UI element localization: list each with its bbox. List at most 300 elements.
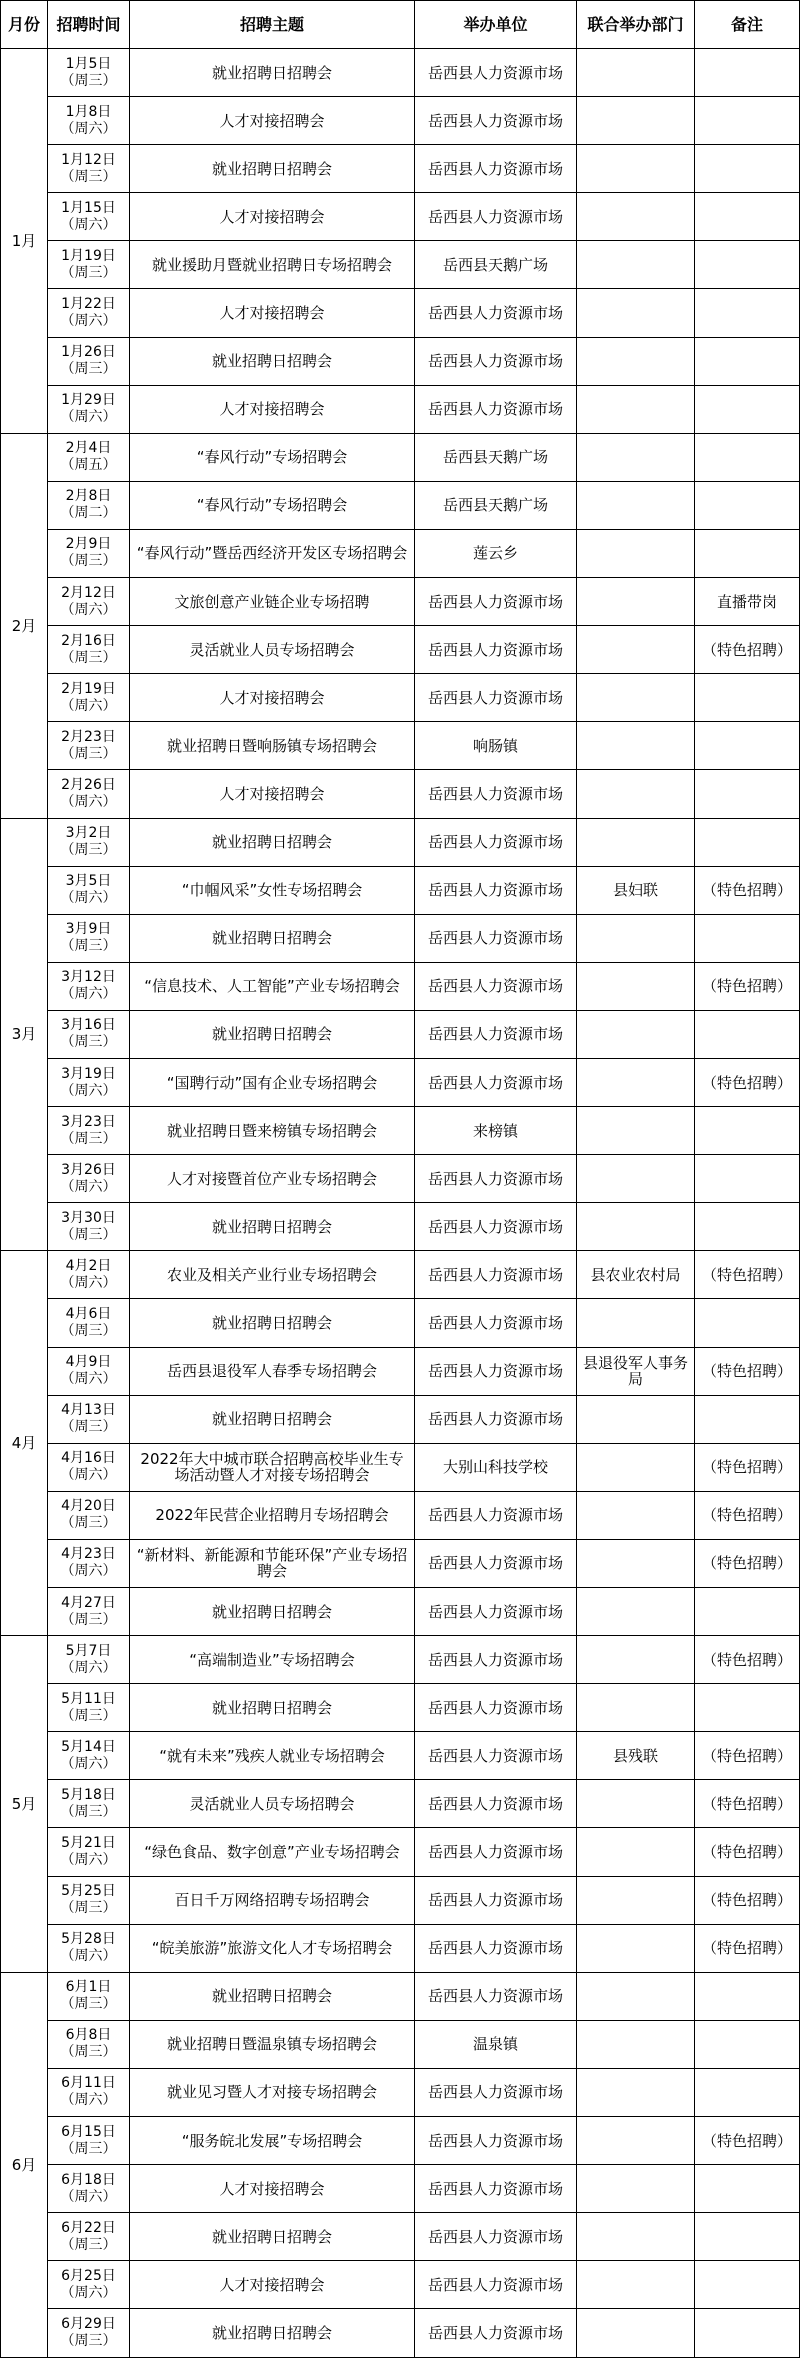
joint-cell: 县妇联 bbox=[577, 866, 695, 914]
host-cell: 响肠镇 bbox=[415, 722, 577, 770]
table-row bbox=[1, 1732, 800, 1780]
joint-cell bbox=[577, 289, 695, 337]
joint-cell bbox=[577, 433, 695, 481]
note-cell: （特色招聘） bbox=[695, 1876, 800, 1924]
weekday-text: （周三） bbox=[60, 1611, 117, 1628]
time-cell bbox=[48, 1299, 130, 1347]
table-row bbox=[1, 1588, 800, 1636]
host-cell: 岳西县人力资源市场 bbox=[415, 1539, 577, 1587]
weekday-text: （周六） bbox=[60, 1178, 117, 1195]
weekday-text: （周六） bbox=[60, 409, 117, 426]
topic-cell: 灵活就业人员专场招聘会 bbox=[130, 1780, 415, 1828]
time-cell bbox=[48, 49, 130, 97]
table-row bbox=[1, 2261, 800, 2309]
joint-cell: 县农业农村局 bbox=[577, 1251, 695, 1299]
note-cell bbox=[695, 481, 800, 529]
table-row bbox=[1, 481, 800, 529]
weekday-text: （周三） bbox=[60, 842, 117, 859]
host-cell: 岳西县人力资源市场 bbox=[415, 1155, 577, 1203]
joint-cell bbox=[577, 1443, 695, 1491]
date-text: 6月18日 bbox=[61, 2171, 116, 2188]
host-cell: 岳西县人力资源市场 bbox=[415, 770, 577, 818]
header-time: 招聘时间 bbox=[48, 1, 130, 49]
weekday-text: （周三） bbox=[60, 1322, 117, 1339]
header-topic: 招聘主题 bbox=[130, 1, 415, 49]
note-cell bbox=[695, 1107, 800, 1155]
weekday-text: （周三） bbox=[60, 745, 117, 762]
topic-cell: “绿色食品、数字创意”产业专场招聘会 bbox=[130, 1828, 415, 1876]
topic-cell: “高端制造业”专场招聘会 bbox=[130, 1636, 415, 1684]
note-cell: （特色招聘） bbox=[695, 1828, 800, 1876]
table-row bbox=[1, 1395, 800, 1443]
date-text: 5月14日 bbox=[61, 1738, 116, 1755]
time-cell bbox=[48, 1539, 130, 1587]
note-cell bbox=[695, 1203, 800, 1251]
time-cell bbox=[48, 385, 130, 433]
month-cell: 6月 bbox=[1, 1972, 48, 2357]
joint-cell bbox=[577, 1203, 695, 1251]
weekday-text: （周六） bbox=[60, 890, 117, 907]
table-row bbox=[1, 97, 800, 145]
date-text: 3月2日 bbox=[65, 825, 112, 842]
weekday-text: （周三） bbox=[60, 1419, 117, 1436]
time-cell bbox=[48, 193, 130, 241]
time-cell bbox=[48, 674, 130, 722]
host-cell: 岳西县人力资源市场 bbox=[415, 1684, 577, 1732]
date-text: 1月12日 bbox=[61, 151, 116, 168]
host-cell: 岳西县人力资源市场 bbox=[415, 914, 577, 962]
table-row bbox=[1, 1972, 800, 2020]
date-text: 6月15日 bbox=[61, 2123, 116, 2140]
host-cell: 岳西县人力资源市场 bbox=[415, 1058, 577, 1106]
date-text: 4月6日 bbox=[65, 1305, 112, 1322]
date-text: 5月28日 bbox=[61, 1931, 116, 1948]
date-text: 1月22日 bbox=[61, 296, 116, 313]
host-cell: 岳西县天鹅广场 bbox=[415, 241, 577, 289]
weekday-text: （周三） bbox=[60, 2236, 117, 2253]
weekday-text: （周三） bbox=[60, 264, 117, 281]
table-row bbox=[1, 193, 800, 241]
host-cell: 岳西县人力资源市场 bbox=[415, 385, 577, 433]
date-text: 2月19日 bbox=[61, 680, 116, 697]
header-joint: 联合举办部门 bbox=[577, 1, 695, 49]
date-text: 6月29日 bbox=[61, 2315, 116, 2332]
joint-cell bbox=[577, 578, 695, 626]
topic-cell: 就业援助月暨就业招聘日专场招聘会 bbox=[130, 241, 415, 289]
joint-cell bbox=[577, 626, 695, 674]
joint-cell: 县退役军人事务局 bbox=[577, 1347, 695, 1395]
host-cell: 岳西县人力资源市场 bbox=[415, 1636, 577, 1684]
note-cell bbox=[695, 722, 800, 770]
note-cell bbox=[695, 337, 800, 385]
joint-cell bbox=[577, 193, 695, 241]
topic-cell: 就业招聘日招聘会 bbox=[130, 49, 415, 97]
weekday-text: （周三） bbox=[60, 553, 117, 570]
table-row bbox=[1, 1780, 800, 1828]
time-cell bbox=[48, 481, 130, 529]
note-cell: （特色招聘） bbox=[695, 1924, 800, 1972]
weekday-text: （周六） bbox=[60, 2092, 117, 2109]
table-row bbox=[1, 145, 800, 193]
time-cell bbox=[48, 529, 130, 577]
date-text: 3月30日 bbox=[61, 1209, 116, 1226]
time-cell bbox=[48, 1395, 130, 1443]
topic-cell: 就业招聘日招聘会 bbox=[130, 914, 415, 962]
date-text: 1月19日 bbox=[61, 247, 116, 264]
weekday-text: （周六） bbox=[60, 1467, 117, 1484]
joint-cell bbox=[577, 2213, 695, 2261]
note-cell bbox=[695, 1395, 800, 1443]
table-row bbox=[1, 1876, 800, 1924]
date-text: 6月11日 bbox=[61, 2075, 116, 2092]
host-cell: 岳西县人力资源市场 bbox=[415, 626, 577, 674]
note-cell bbox=[695, 1155, 800, 1203]
weekday-text: （周六） bbox=[60, 1659, 117, 1676]
joint-cell bbox=[577, 1684, 695, 1732]
table-row bbox=[1, 1010, 800, 1058]
time-cell bbox=[48, 97, 130, 145]
topic-cell: 就业招聘日招聘会 bbox=[130, 145, 415, 193]
time-cell bbox=[48, 962, 130, 1010]
joint-cell bbox=[577, 2117, 695, 2165]
topic-cell: 人才对接招聘会 bbox=[130, 193, 415, 241]
host-cell: 岳西县人力资源市场 bbox=[415, 866, 577, 914]
table-row bbox=[1, 914, 800, 962]
joint-cell bbox=[577, 241, 695, 289]
topic-cell: 就业招聘日招聘会 bbox=[130, 2213, 415, 2261]
header-month: 月份 bbox=[1, 1, 48, 49]
table-row bbox=[1, 1107, 800, 1155]
topic-cell: 文旅创意产业链企业专场招聘 bbox=[130, 578, 415, 626]
time-cell bbox=[48, 1443, 130, 1491]
weekday-text: （周三） bbox=[60, 1900, 117, 1917]
note-cell: （特色招聘） bbox=[695, 1347, 800, 1395]
note-cell bbox=[695, 241, 800, 289]
joint-cell bbox=[577, 1155, 695, 1203]
joint-cell bbox=[577, 2261, 695, 2309]
joint-cell bbox=[577, 145, 695, 193]
time-cell bbox=[48, 1636, 130, 1684]
note-cell bbox=[695, 49, 800, 97]
date-text: 1月5日 bbox=[65, 55, 112, 72]
topic-cell: 人才对接招聘会 bbox=[130, 674, 415, 722]
note-cell bbox=[695, 1299, 800, 1347]
time-cell bbox=[48, 1780, 130, 1828]
joint-cell bbox=[577, 818, 695, 866]
topic-cell: 人才对接暨首位产业专场招聘会 bbox=[130, 1155, 415, 1203]
note-cell bbox=[695, 2068, 800, 2116]
time-cell bbox=[48, 1732, 130, 1780]
time-cell bbox=[48, 1684, 130, 1732]
topic-cell: “信息技术、人工智能”产业专场招聘会 bbox=[130, 962, 415, 1010]
date-text: 3月26日 bbox=[61, 1161, 116, 1178]
host-cell: 岳西县人力资源市场 bbox=[415, 1588, 577, 1636]
note-cell: （特色招聘） bbox=[695, 1636, 800, 1684]
date-text: 2月26日 bbox=[61, 776, 116, 793]
date-text: 4月27日 bbox=[61, 1594, 116, 1611]
joint-cell bbox=[577, 1972, 695, 2020]
joint-cell bbox=[577, 1107, 695, 1155]
joint-cell bbox=[577, 1876, 695, 1924]
note-cell: （特色招聘） bbox=[695, 1443, 800, 1491]
time-cell bbox=[48, 1347, 130, 1395]
date-text: 4月16日 bbox=[61, 1450, 116, 1467]
table-row bbox=[1, 818, 800, 866]
topic-cell: 就业招聘日招聘会 bbox=[130, 1203, 415, 1251]
topic-cell: “春风行动”专场招聘会 bbox=[130, 433, 415, 481]
date-text: 2月4日 bbox=[65, 440, 112, 457]
weekday-text: （周六） bbox=[60, 1082, 117, 1099]
table-row bbox=[1, 241, 800, 289]
weekday-text: （周六） bbox=[60, 216, 117, 233]
note-cell: （特色招聘） bbox=[695, 962, 800, 1010]
time-cell bbox=[48, 1203, 130, 1251]
joint-cell bbox=[577, 1395, 695, 1443]
date-text: 4月20日 bbox=[61, 1498, 116, 1515]
joint-cell bbox=[577, 674, 695, 722]
host-cell: 岳西县人力资源市场 bbox=[415, 1010, 577, 1058]
note-cell: （特色招聘） bbox=[695, 1491, 800, 1539]
topic-cell: 就业招聘日暨响肠镇专场招聘会 bbox=[130, 722, 415, 770]
host-cell: 岳西县天鹅广场 bbox=[415, 481, 577, 529]
weekday-text: （周三） bbox=[60, 2332, 117, 2349]
date-text: 6月25日 bbox=[61, 2267, 116, 2284]
host-cell: 温泉镇 bbox=[415, 2020, 577, 2068]
topic-cell: 人才对接招聘会 bbox=[130, 2261, 415, 2309]
date-text: 3月5日 bbox=[65, 873, 112, 890]
time-cell bbox=[48, 1010, 130, 1058]
time-cell bbox=[48, 1588, 130, 1636]
time-cell bbox=[48, 241, 130, 289]
topic-cell: “服务皖北发展”专场招聘会 bbox=[130, 2117, 415, 2165]
table-row bbox=[1, 1058, 800, 1106]
host-cell: 岳西县人力资源市场 bbox=[415, 1299, 577, 1347]
joint-cell bbox=[577, 1539, 695, 1587]
weekday-text: （周三） bbox=[60, 2044, 117, 2061]
table-header bbox=[1, 1, 800, 49]
note-cell bbox=[695, 2020, 800, 2068]
table-row bbox=[1, 1491, 800, 1539]
table-row bbox=[1, 1636, 800, 1684]
table-row bbox=[1, 337, 800, 385]
topic-cell: 灵活就业人员专场招聘会 bbox=[130, 626, 415, 674]
date-text: 6月1日 bbox=[65, 1979, 112, 1996]
time-cell bbox=[48, 1058, 130, 1106]
month-cell: 1月 bbox=[1, 49, 48, 434]
table-row bbox=[1, 578, 800, 626]
time-cell bbox=[48, 433, 130, 481]
time-cell bbox=[48, 578, 130, 626]
date-text: 2月12日 bbox=[61, 584, 116, 601]
topic-cell: 百日千万网络招聘专场招聘会 bbox=[130, 1876, 415, 1924]
date-text: 1月8日 bbox=[65, 103, 112, 120]
joint-cell bbox=[577, 481, 695, 529]
joint-cell bbox=[577, 49, 695, 97]
time-cell bbox=[48, 145, 130, 193]
joint-cell bbox=[577, 1636, 695, 1684]
note-cell: （特色招聘） bbox=[695, 626, 800, 674]
date-text: 6月8日 bbox=[65, 2027, 112, 2044]
date-text: 2月8日 bbox=[65, 488, 112, 505]
table-row bbox=[1, 1828, 800, 1876]
table-row bbox=[1, 1539, 800, 1587]
topic-cell: “国聘行动”国有企业专场招聘会 bbox=[130, 1058, 415, 1106]
joint-cell bbox=[577, 1828, 695, 1876]
weekday-text: （周六） bbox=[60, 1563, 117, 1580]
host-cell: 岳西县人力资源市场 bbox=[415, 1876, 577, 1924]
weekday-text: （周六） bbox=[60, 1274, 117, 1291]
table-row bbox=[1, 529, 800, 577]
host-cell: 岳西县人力资源市场 bbox=[415, 1347, 577, 1395]
note-cell bbox=[695, 193, 800, 241]
time-cell bbox=[48, 1107, 130, 1155]
weekday-text: （周六） bbox=[60, 1852, 117, 1869]
topic-cell: 就业招聘日招聘会 bbox=[130, 1684, 415, 1732]
date-text: 1月29日 bbox=[61, 392, 116, 409]
date-text: 3月12日 bbox=[61, 969, 116, 986]
joint-cell bbox=[577, 722, 695, 770]
table-row bbox=[1, 2213, 800, 2261]
joint-cell bbox=[577, 337, 695, 385]
table-row bbox=[1, 626, 800, 674]
weekday-text: （周六） bbox=[60, 2284, 117, 2301]
time-cell bbox=[48, 337, 130, 385]
weekday-text: （周三） bbox=[60, 361, 117, 378]
note-cell: （特色招聘） bbox=[695, 1251, 800, 1299]
note-cell: （特色招聘） bbox=[695, 2117, 800, 2165]
note-cell bbox=[695, 1588, 800, 1636]
date-text: 1月26日 bbox=[61, 344, 116, 361]
table-row bbox=[1, 289, 800, 337]
host-cell: 大别山科技学校 bbox=[415, 1443, 577, 1491]
table-row bbox=[1, 2309, 800, 2357]
date-text: 3月16日 bbox=[61, 1017, 116, 1034]
joint-cell bbox=[577, 1010, 695, 1058]
weekday-text: （周六） bbox=[60, 1948, 117, 1965]
topic-cell: “新材料、新能源和节能环保”产业专场招聘会 bbox=[130, 1539, 415, 1587]
topic-cell: 就业招聘日暨来榜镇专场招聘会 bbox=[130, 1107, 415, 1155]
table-row bbox=[1, 1251, 800, 1299]
topic-cell: 就业招聘日暨温泉镇专场招聘会 bbox=[130, 2020, 415, 2068]
table-row bbox=[1, 1924, 800, 1972]
table-row bbox=[1, 385, 800, 433]
weekday-text: （周三） bbox=[60, 1515, 117, 1532]
time-cell bbox=[48, 289, 130, 337]
topic-cell: “巾帼风采”女性专场招聘会 bbox=[130, 866, 415, 914]
table-row bbox=[1, 49, 800, 97]
note-cell bbox=[695, 1010, 800, 1058]
header-note: 备注 bbox=[695, 1, 800, 49]
topic-cell: 就业招聘日招聘会 bbox=[130, 1010, 415, 1058]
topic-cell: 就业招聘日招聘会 bbox=[130, 818, 415, 866]
host-cell: 岳西县人力资源市场 bbox=[415, 1828, 577, 1876]
time-cell bbox=[48, 2309, 130, 2357]
host-cell: 岳西县人力资源市场 bbox=[415, 1491, 577, 1539]
weekday-text: （周三） bbox=[60, 2140, 117, 2157]
table-row bbox=[1, 2068, 800, 2116]
host-cell: 岳西县人力资源市场 bbox=[415, 2165, 577, 2213]
date-text: 3月23日 bbox=[61, 1113, 116, 1130]
host-cell: 岳西县人力资源市场 bbox=[415, 1780, 577, 1828]
host-cell: 岳西县人力资源市场 bbox=[415, 674, 577, 722]
host-cell: 岳西县人力资源市场 bbox=[415, 1972, 577, 2020]
time-cell bbox=[48, 1155, 130, 1203]
host-cell: 岳西县人力资源市场 bbox=[415, 818, 577, 866]
weekday-text: （周三） bbox=[60, 1130, 117, 1147]
joint-cell bbox=[577, 962, 695, 1010]
topic-cell: 就业招聘日招聘会 bbox=[130, 337, 415, 385]
topic-cell: 岳西县退役军人春季专场招聘会 bbox=[130, 1347, 415, 1395]
note-cell bbox=[695, 385, 800, 433]
weekday-text: （周三） bbox=[60, 1034, 117, 1051]
date-text: 5月7日 bbox=[65, 1642, 112, 1659]
note-cell bbox=[695, 289, 800, 337]
weekday-text: （周三） bbox=[60, 1226, 117, 1243]
date-text: 3月9日 bbox=[65, 921, 112, 938]
header-host: 举办单位 bbox=[415, 1, 577, 49]
joint-cell bbox=[577, 529, 695, 577]
table-row bbox=[1, 1443, 800, 1491]
date-text: 4月13日 bbox=[61, 1402, 116, 1419]
topic-cell: 2022年民营企业招聘月专场招聘会 bbox=[130, 1491, 415, 1539]
host-cell: 岳西县人力资源市场 bbox=[415, 578, 577, 626]
host-cell: 岳西县人力资源市场 bbox=[415, 1732, 577, 1780]
weekday-text: （周六） bbox=[60, 793, 117, 810]
joint-cell bbox=[577, 2165, 695, 2213]
note-cell bbox=[695, 1972, 800, 2020]
topic-cell: 人才对接招聘会 bbox=[130, 770, 415, 818]
note-cell: （特色招聘） bbox=[695, 1539, 800, 1587]
time-cell bbox=[48, 2117, 130, 2165]
joint-cell bbox=[577, 770, 695, 818]
weekday-text: （周六） bbox=[60, 120, 117, 137]
topic-cell: 就业招聘日招聘会 bbox=[130, 1299, 415, 1347]
weekday-text: （周六） bbox=[60, 986, 117, 1003]
note-cell bbox=[695, 145, 800, 193]
time-cell bbox=[48, 1251, 130, 1299]
host-cell: 岳西县人力资源市场 bbox=[415, 97, 577, 145]
topic-cell: 农业及相关产业行业专场招聘会 bbox=[130, 1251, 415, 1299]
date-text: 2月16日 bbox=[61, 632, 116, 649]
topic-cell: 就业招聘日招聘会 bbox=[130, 2309, 415, 2357]
date-text: 6月22日 bbox=[61, 2219, 116, 2236]
topic-cell: 就业招聘日招聘会 bbox=[130, 1395, 415, 1443]
time-cell bbox=[48, 1876, 130, 1924]
joint-cell: 县残联 bbox=[577, 1732, 695, 1780]
note-cell bbox=[695, 97, 800, 145]
joint-cell bbox=[577, 1491, 695, 1539]
topic-cell: 就业招聘日招聘会 bbox=[130, 1588, 415, 1636]
weekday-text: （周三） bbox=[60, 1803, 117, 1820]
table-row bbox=[1, 2117, 800, 2165]
table-body bbox=[1, 49, 800, 2358]
weekday-text: （周三） bbox=[60, 1996, 117, 2013]
month-cell: 3月 bbox=[1, 818, 48, 1251]
table-row bbox=[1, 2020, 800, 2068]
month-cell: 5月 bbox=[1, 1636, 48, 1973]
joint-cell bbox=[577, 2020, 695, 2068]
date-text: 5月18日 bbox=[61, 1786, 116, 1803]
time-cell bbox=[48, 626, 130, 674]
note-cell: （特色招聘） bbox=[695, 1780, 800, 1828]
joint-cell bbox=[577, 2309, 695, 2357]
host-cell: 岳西县人力资源市场 bbox=[415, 289, 577, 337]
weekday-text: （周三） bbox=[60, 938, 117, 955]
joint-cell bbox=[577, 97, 695, 145]
topic-cell: “春风行动”暨岳西经济开发区专场招聘会 bbox=[130, 529, 415, 577]
host-cell: 岳西县人力资源市场 bbox=[415, 2068, 577, 2116]
table-row bbox=[1, 1347, 800, 1395]
